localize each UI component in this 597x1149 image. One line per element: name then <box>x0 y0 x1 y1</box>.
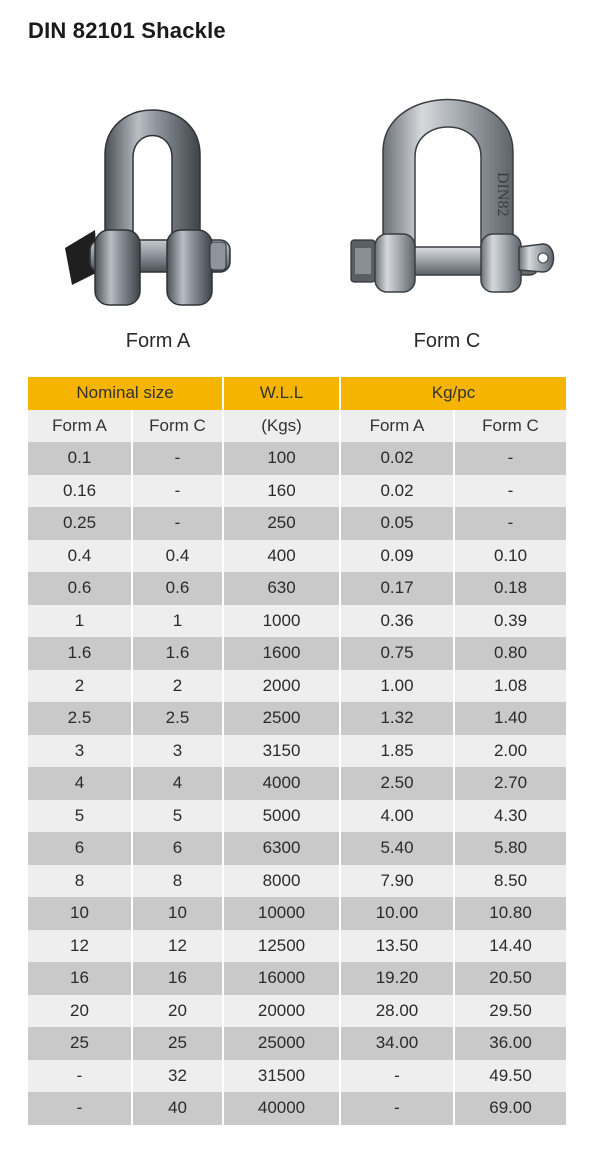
form-c-size-cell: 32 <box>132 1060 223 1093</box>
form-a-weight-cell: 34.00 <box>340 1027 454 1060</box>
form-a-weight-cell: 1.85 <box>340 735 454 768</box>
form-c-weight-cell: 69.00 <box>454 1092 566 1125</box>
form-c-size-cell: 0.6 <box>132 572 223 605</box>
form-c-weight-cell: 14.40 <box>454 930 566 963</box>
table-row <box>28 475 566 508</box>
form-a-size-cell: 20 <box>28 995 132 1028</box>
form-a-weight-cell: 10.00 <box>340 897 454 930</box>
table-group-header-row <box>28 377 566 410</box>
form-c-size-cell: - <box>132 507 223 540</box>
form-c-size-header: Form C <box>132 410 223 443</box>
form-a-size-cell: 2 <box>28 670 132 703</box>
table-row <box>28 670 566 703</box>
form-a-weight-header: Form A <box>340 410 454 443</box>
form-a-weight-cell: 4.00 <box>340 800 454 833</box>
form-c-size-cell: 3 <box>132 735 223 768</box>
form-a-weight-cell: 0.02 <box>340 475 454 508</box>
wll-cell: 2500 <box>223 702 340 735</box>
form-a-size-cell: 16 <box>28 962 132 995</box>
form-a-weight-cell: 2.50 <box>340 767 454 800</box>
form-a-size-cell: - <box>28 1092 132 1125</box>
table-sub-header-row <box>28 410 566 443</box>
form-c-size-cell: 4 <box>132 767 223 800</box>
table-row <box>28 995 566 1028</box>
form-a-size-cell: 25 <box>28 1027 132 1060</box>
form-c-size-cell: 2 <box>132 670 223 703</box>
form-c-size-cell: - <box>132 442 223 475</box>
wll-cell: 100 <box>223 442 340 475</box>
wll-cell: 16000 <box>223 962 340 995</box>
form-c-weight-cell: 4.30 <box>454 800 566 833</box>
form-a-weight-cell: 28.00 <box>340 995 454 1028</box>
table-row <box>28 540 566 573</box>
wll-cell: 1000 <box>223 605 340 638</box>
form-a-weight-cell: 0.05 <box>340 507 454 540</box>
table-row <box>28 800 566 833</box>
wll-cell: 2000 <box>223 670 340 703</box>
form-a-weight-cell: 5.40 <box>340 832 454 865</box>
form-a-weight-cell: 19.20 <box>340 962 454 995</box>
table-row <box>28 637 566 670</box>
form-a-size-cell: 0.1 <box>28 442 132 475</box>
form-c-size-cell: 20 <box>132 995 223 1028</box>
form-c-size-cell: 5 <box>132 800 223 833</box>
form-c-size-cell: 1.6 <box>132 637 223 670</box>
form-a-caption: Form A <box>125 330 191 352</box>
form-a-size-cell: 12 <box>28 930 132 963</box>
wll-cell: 250 <box>223 507 340 540</box>
form-a-size-header: Form A <box>28 410 132 443</box>
nominal-size-header: Nominal size <box>28 377 223 410</box>
form-a-weight-cell: - <box>340 1060 454 1093</box>
form-a-weight-cell: 0.09 <box>340 540 454 573</box>
form-c-weight-cell: - <box>454 475 566 508</box>
d-shackle-form-a-photo <box>50 80 250 315</box>
form-a-size-cell: 1 <box>28 605 132 638</box>
wll-cell: 40000 <box>223 1092 340 1125</box>
form-a-size-cell: 3 <box>28 735 132 768</box>
form-c-weight-cell: 2.70 <box>454 767 566 800</box>
form-c-size-cell: 1 <box>132 605 223 638</box>
form-a-size-cell: 10 <box>28 897 132 930</box>
table-row <box>28 962 566 995</box>
form-c-weight-cell: - <box>454 442 566 475</box>
d-shackle-form-c-photo <box>343 72 558 317</box>
form-c-size-cell: 40 <box>132 1092 223 1125</box>
wll-cell: 20000 <box>223 995 340 1028</box>
form-c-weight-cell: - <box>454 507 566 540</box>
form-a-size-cell: 0.16 <box>28 475 132 508</box>
wll-cell: 8000 <box>223 865 340 898</box>
form-a-size-cell: 0.4 <box>28 540 132 573</box>
wll-unit-header: (Kgs) <box>223 410 340 443</box>
wll-cell: 160 <box>223 475 340 508</box>
table-row <box>28 767 566 800</box>
form-a-weight-cell: - <box>340 1092 454 1125</box>
form-a-weight-cell: 7.90 <box>340 865 454 898</box>
form-c-size-cell: 8 <box>132 865 223 898</box>
form-c-weight-cell: 10.80 <box>454 897 566 930</box>
page-title: DIN 82101 Shackle <box>28 18 226 43</box>
form-c-weight-cell: 0.10 <box>454 540 566 573</box>
form-a-weight-cell: 1.32 <box>340 702 454 735</box>
wll-cell: 630 <box>223 572 340 605</box>
form-c-size-cell: - <box>132 475 223 508</box>
form-a-weight-cell: 0.75 <box>340 637 454 670</box>
form-a-weight-cell: 13.50 <box>340 930 454 963</box>
wll-cell: 6300 <box>223 832 340 865</box>
table-row <box>28 1027 566 1060</box>
shackle-spec-table <box>28 377 566 1125</box>
table-row <box>28 865 566 898</box>
form-a-size-cell: - <box>28 1060 132 1093</box>
form-c-weight-cell: 0.39 <box>454 605 566 638</box>
wll-cell: 25000 <box>223 1027 340 1060</box>
form-a-size-cell: 5 <box>28 800 132 833</box>
table-row <box>28 572 566 605</box>
table-row <box>28 1060 566 1093</box>
form-c-weight-cell: 20.50 <box>454 962 566 995</box>
form-c-weight-cell: 0.80 <box>454 637 566 670</box>
table-row <box>28 605 566 638</box>
form-c-weight-cell: 0.18 <box>454 572 566 605</box>
wll-header: W.L.L <box>223 377 340 410</box>
form-a-size-cell: 6 <box>28 832 132 865</box>
wll-cell: 400 <box>223 540 340 573</box>
wll-cell: 4000 <box>223 767 340 800</box>
form-c-weight-cell: 1.40 <box>454 702 566 735</box>
form-c-size-cell: 6 <box>132 832 223 865</box>
table-row <box>28 442 566 475</box>
table-row <box>28 930 566 963</box>
form-a-weight-cell: 0.36 <box>340 605 454 638</box>
form-c-weight-header: Form C <box>454 410 566 443</box>
form-a-weight-cell: 0.17 <box>340 572 454 605</box>
form-a-size-cell: 1.6 <box>28 637 132 670</box>
form-c-weight-cell: 5.80 <box>454 832 566 865</box>
wll-cell: 12500 <box>223 930 340 963</box>
table-row <box>28 735 566 768</box>
form-a-size-cell: 0.6 <box>28 572 132 605</box>
wll-cell: 10000 <box>223 897 340 930</box>
form-c-weight-cell: 1.08 <box>454 670 566 703</box>
wll-cell: 31500 <box>223 1060 340 1093</box>
table-row <box>28 507 566 540</box>
form-c-size-cell: 12 <box>132 930 223 963</box>
table-row <box>28 702 566 735</box>
table-row <box>28 1092 566 1125</box>
form-c-size-cell: 2.5 <box>132 702 223 735</box>
form-c-weight-cell: 2.00 <box>454 735 566 768</box>
form-c-weight-cell: 29.50 <box>454 995 566 1028</box>
form-a-weight-cell: 0.02 <box>340 442 454 475</box>
form-c-weight-cell: 8.50 <box>454 865 566 898</box>
form-a-size-cell: 8 <box>28 865 132 898</box>
form-c-size-cell: 10 <box>132 897 223 930</box>
form-c-size-cell: 16 <box>132 962 223 995</box>
form-a-size-cell: 0.25 <box>28 507 132 540</box>
form-c-size-cell: 0.4 <box>132 540 223 573</box>
table-row <box>28 897 566 930</box>
wll-cell: 1600 <box>223 637 340 670</box>
wll-cell: 5000 <box>223 800 340 833</box>
form-a-size-cell: 2.5 <box>28 702 132 735</box>
form-a-size-cell: 4 <box>28 767 132 800</box>
form-a-weight-cell: 1.00 <box>340 670 454 703</box>
din-stamp-text: DIN82 <box>494 172 511 217</box>
form-c-caption: Form C <box>413 330 481 352</box>
form-c-weight-cell: 49.50 <box>454 1060 566 1093</box>
form-c-size-cell: 25 <box>132 1027 223 1060</box>
form-c-weight-cell: 36.00 <box>454 1027 566 1060</box>
wll-cell: 3150 <box>223 735 340 768</box>
weight-header: Kg/pc <box>340 377 566 410</box>
table-row <box>28 832 566 865</box>
